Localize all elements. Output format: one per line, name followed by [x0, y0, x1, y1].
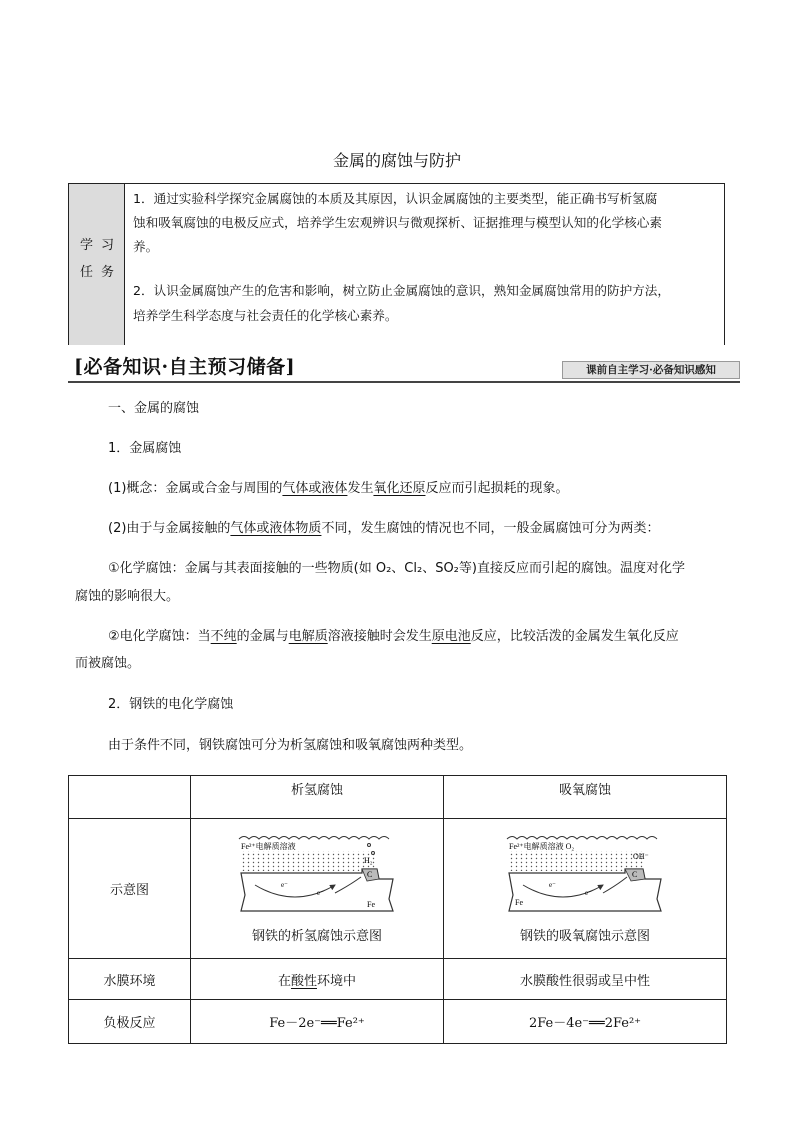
- elec-underline-2: 电解质: [288, 629, 328, 644]
- heading-1-metal-corrosion: 1．金属腐蚀: [108, 441, 182, 456]
- hydrogen-corrosion-diagram: [237, 833, 397, 915]
- elec-underline-3: 原电池: [431, 629, 471, 644]
- elec-text-d: 反应，比较活泼的金属发生氧化反应: [470, 629, 679, 644]
- corrosion-comparison-table: [68, 775, 727, 1044]
- elec-text-b: 的金属与: [236, 629, 289, 644]
- task-item-2-line-2: 培养学生科学态度与社会责任的化学核心素养。: [133, 308, 398, 323]
- kind-text-b: 不同，发生腐蚀的情况也不同，一般金属腐蚀可分为两类：: [321, 521, 660, 536]
- chemical-corrosion-line-1: ①化学腐蚀：金属与其表面接触的一些物质(如 O₂、Cl₂、SO₂等)直接反应而引起的腐蚀。温度对化学: [108, 561, 685, 576]
- anode-formula-hydrogen: Fe－2e⁻══Fe²⁺: [191, 1000, 444, 1044]
- diagram2-electron-label-1: e⁻: [549, 881, 556, 889]
- kind-paragraph: [108, 516, 659, 542]
- concept-text-a: (1)概念：金属或合金与周围的: [108, 481, 283, 496]
- heading-2-steel-corrosion: 2．钢铁的电化学腐蚀: [108, 697, 234, 712]
- table-corner-cell: [69, 776, 191, 819]
- kind-underline: 气体或液体物质: [230, 521, 322, 536]
- learning-task-box: [68, 183, 725, 345]
- task-label-line-1: 学习: [79, 238, 122, 253]
- diagram2-fe-label: Fe: [515, 898, 523, 907]
- task-item-1-line-1: 1．通过实验科学探究金属腐蚀的本质及其原因，认识金属腐蚀的主要类型，能正确书写析氢腐: [133, 191, 658, 206]
- anode-formula-oxygen: 2Fe－4e⁻══2Fe²⁺: [444, 1000, 727, 1044]
- electrochemical-corrosion-line-1: [108, 624, 679, 650]
- table-header-row: [69, 776, 727, 819]
- task-label-line-2: 任务: [79, 265, 122, 280]
- task-item-1-line-3: 养。: [133, 239, 159, 254]
- elec-text-a: ②电化学腐蚀：当: [108, 629, 211, 644]
- diagram2-solution-label: Fe²⁺电解质溶液 O₂: [509, 842, 575, 851]
- diagram1-fe-label: Fe: [367, 900, 375, 909]
- header-hydrogen-evolution: 析氢腐蚀: [191, 776, 444, 819]
- diagram1-h2-label: H₂: [364, 856, 373, 865]
- row-label-diagram: 示意图: [69, 819, 191, 959]
- diagram-cell-hydrogen: [191, 819, 444, 959]
- heading-metal-corrosion: 一、金属的腐蚀: [108, 401, 200, 416]
- diagram-caption-hydrogen: 钢铁的析氢腐蚀示意图: [251, 929, 382, 944]
- section-heading: [必备知识·自主预习储备]: [74, 356, 296, 378]
- header-oxygen-absorption: 吸氧腐蚀: [444, 776, 727, 819]
- diagram2-oh-label: OH⁻: [633, 852, 649, 861]
- table-row-water-film: [69, 959, 727, 1000]
- elec-underline-1: 不纯: [210, 629, 237, 644]
- chemical-corrosion-line-2: 腐蚀的影响很大。: [75, 589, 180, 604]
- concept-paragraph: [108, 476, 568, 502]
- diagram-cell-oxygen: [444, 819, 727, 959]
- task-item-1-line-2: 蚀和吸氧腐蚀的电极反应式，培养学生宏观辨识与微观探析、证据推理与模型认知的化学核心素: [133, 215, 662, 230]
- elec-text-c: 溶液接触时会发生: [327, 629, 432, 644]
- diagram1-electron-label-2: e⁻: [317, 889, 324, 897]
- water-film-text-b: 环境中: [317, 973, 357, 989]
- concept-text-b: 发生: [347, 481, 374, 496]
- water-film-hydrogen: [191, 959, 444, 1000]
- task-item-2-line-1: 2．认识金属腐蚀产生的危害和影响，树立防止金属腐蚀的意识，熟知金属腐蚀常用的防护方法，: [133, 283, 670, 298]
- concept-underline-1: 气体或液体: [282, 481, 348, 496]
- concept-text-c: 反应而引起损耗的现象。: [425, 481, 569, 496]
- diagram2-c-label: C: [632, 870, 638, 879]
- water-film-underline: 酸性: [290, 973, 317, 989]
- electrochemical-corrosion-line-2: 而被腐蚀。: [75, 656, 141, 671]
- diagram-caption-oxygen: 钢铁的吸氧腐蚀示意图: [519, 929, 650, 944]
- section-tag: 课前自主学习·必备知识感知: [562, 361, 740, 379]
- table-row-anode: [69, 1000, 727, 1044]
- section-rule: [68, 381, 740, 383]
- table-row-diagram: [69, 819, 727, 959]
- steel-corrosion-intro: 由于条件不同，钢铁腐蚀可分为析氢腐蚀和吸氧腐蚀两种类型。: [108, 738, 473, 753]
- task-label-cell: [69, 184, 125, 345]
- diagram1-electron-label-1: e⁻: [281, 881, 288, 889]
- row-label-water-film: 水膜环境: [69, 959, 191, 1000]
- water-film-oxygen: 水膜酸性很弱或呈中性: [444, 959, 727, 1000]
- water-film-text-a: 在: [277, 973, 291, 989]
- page-title: 金属的腐蚀与防护: [332, 151, 461, 170]
- oxygen-corrosion-diagram: [505, 833, 665, 915]
- kind-text-a: (2)由于与金属接触的: [108, 521, 231, 536]
- diagram2-electron-label-2: e⁻: [585, 889, 592, 897]
- diagram1-c-label: C: [367, 870, 373, 879]
- diagram1-solution-label: Fe²⁺电解质溶液: [241, 842, 296, 851]
- concept-underline-2: 氧化还原: [373, 481, 426, 496]
- row-label-anode: 负极反应: [69, 1000, 191, 1044]
